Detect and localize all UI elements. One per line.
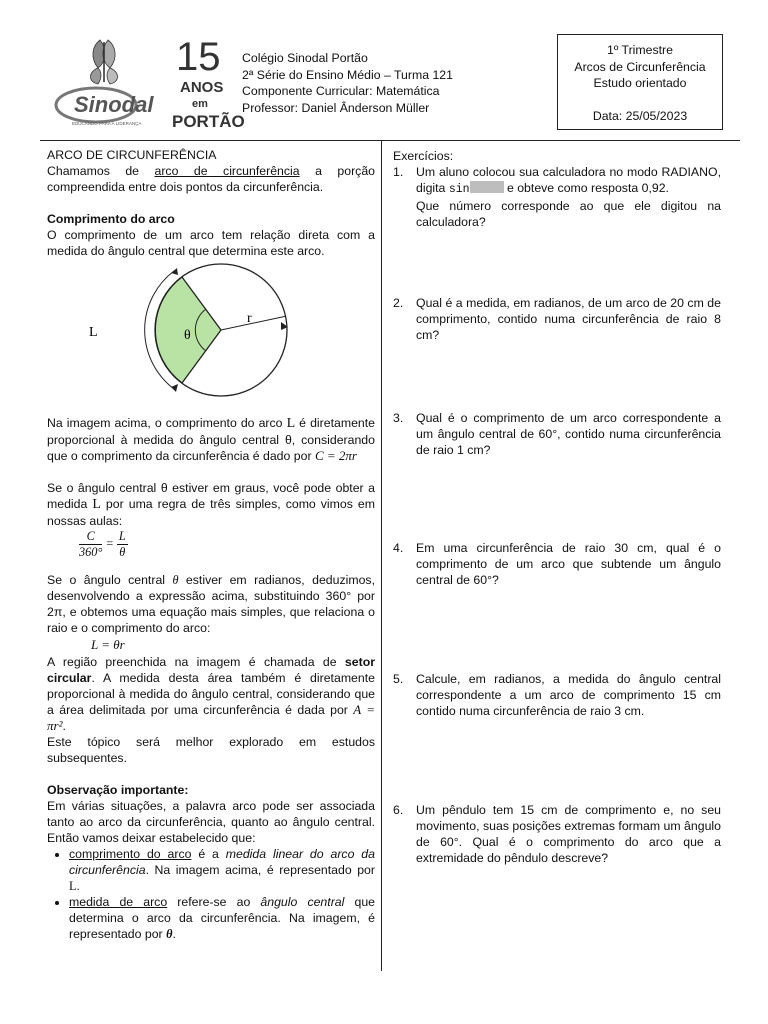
- sector-term: setor circular: [47, 655, 375, 685]
- prop-text: Na imagem acima, o comprimento do arco: [47, 416, 287, 430]
- rad-theta: θ: [172, 573, 179, 587]
- arc-length-formula: L = θr: [91, 637, 125, 652]
- equals-sign: =: [105, 536, 114, 551]
- observation-paragraph: Em várias situações, a palavra arco pode ser associada tanto ao arco da circunferência, quanto ao ângulo central. Então vamos deixar estabelecido que:: [47, 799, 375, 845]
- answer-blank: [470, 181, 504, 193]
- logo-portao-text: PORTÃO: [172, 112, 245, 131]
- arc-figure: [91, 267, 306, 389]
- frac1-num: C: [79, 529, 102, 545]
- exercise-3: [393, 410, 721, 458]
- proportion-formula: [79, 529, 375, 560]
- exercise-text: Um pêndulo tem 15 cm de comprimento e, no seu movimento, suas posições extremas formam um ângulo de 60°. Qual é o comprimento do arco que a extremidade do pêndulo descreve?: [416, 803, 721, 865]
- sector-paragraph: [47, 654, 375, 734]
- exercises-title: Exercícios:: [393, 149, 454, 163]
- deg-text-2: por uma regra de três simples, como vimos em nossas aulas:: [47, 497, 375, 528]
- intro-text: Chamamos de: [47, 164, 155, 178]
- label-L: L: [89, 325, 98, 340]
- component-line: Componente Curricular: Matemática: [242, 84, 440, 98]
- logo-em-text: em: [192, 98, 208, 110]
- label-theta: θ: [184, 328, 191, 343]
- intro-term: arco de circunferência: [154, 164, 300, 178]
- ex1-text-2: e obteve como resposta 0,92.: [503, 181, 669, 195]
- def-text-2: que determina o arco da circunferência. Na imagem, é representado por: [69, 895, 375, 941]
- exercise-number: 4.: [393, 541, 404, 555]
- subsequent-paragraph: Este tópico será melhor explorado em estudos subsequentes.: [47, 735, 375, 765]
- proportional-paragraph: [47, 415, 375, 464]
- info-box: [557, 34, 723, 130]
- theory-column: [47, 147, 375, 942]
- exercise-2: [393, 295, 721, 343]
- exercise-text: Qual é o comprimento de um arco correspondente a um ângulo central de 60°, contido numa circunferência de raio 1 cm?: [416, 411, 721, 457]
- rad-text: Se o ângulo central: [47, 573, 173, 587]
- def-text: refere-se ao: [167, 895, 261, 909]
- degrees-paragraph: [47, 480, 375, 529]
- arrowhead-top: [171, 268, 178, 275]
- exercise-text: [416, 164, 721, 230]
- length-paragraph: O comprimento de um arco tem relação direta com a medida do ângulo central que determina este arco.: [47, 228, 375, 258]
- kind-label: Estudo orientado: [593, 76, 687, 90]
- definition-item: [69, 894, 375, 942]
- trimester-label: 1º Trimestre: [607, 43, 673, 57]
- sector-text-2: . A medida desta área também é diretamente proporcional à medida do ângulo central, considerando que a área delimitada por uma circunferência é dada por: [47, 671, 375, 717]
- school-name: Colégio Sinodal Portão: [242, 51, 368, 65]
- exercise-5: [393, 671, 721, 719]
- exercise-6: [393, 802, 721, 866]
- sector-text: A região preenchida na imagem é chamada de: [47, 655, 345, 669]
- period: .: [62, 719, 66, 733]
- subject-label: Arcos de Circunferência: [574, 59, 706, 74]
- date-label: Data: 25/05/2023: [592, 108, 688, 123]
- exercise-number: 5.: [393, 672, 404, 686]
- def-term: medida de arco: [69, 895, 168, 909]
- def-text-2: . Na imagem acima, é representado por: [145, 863, 375, 877]
- logo-15-text: 15: [176, 35, 221, 79]
- intro-text-end: a porção compreendida entre dois pontos da circunferência.: [47, 164, 375, 194]
- definition-list: [47, 846, 375, 942]
- school-info: [242, 50, 453, 116]
- exercise-number: 3.: [393, 411, 404, 425]
- def-text: é a: [191, 847, 226, 861]
- header-divider: [40, 140, 740, 141]
- deg-L: L: [92, 497, 101, 512]
- frac2-num: L: [118, 529, 126, 543]
- logo-anos-text: ANOS: [180, 79, 224, 96]
- logo-sinodal-text: Sinodal: [74, 92, 154, 117]
- prop-L: L: [286, 416, 296, 431]
- section-title: ARCO DE CIRCUNFERÊNCIA: [47, 148, 217, 162]
- frac2-den: θ: [119, 545, 126, 559]
- def-symbol: L: [69, 879, 77, 893]
- exercise-text: Qual é a medida, em radianos, de um arco de 20 cm de comprimento, contido numa circunferência de raio 8 cm?: [416, 296, 721, 342]
- length-title: Comprimento do arco: [47, 212, 175, 226]
- radius-line: [221, 316, 286, 330]
- exercise-4: [393, 540, 721, 588]
- intro-paragraph: [47, 163, 375, 195]
- butterfly-icon: [91, 40, 118, 84]
- exercise-1: [393, 164, 721, 230]
- ex1-code: sin: [448, 183, 470, 196]
- def-italic: ângulo central: [260, 895, 345, 909]
- area-formula: A = πr²: [47, 702, 375, 733]
- def-italic: medida linear do arco da circunferência: [69, 847, 375, 877]
- def-term: comprimento do arco: [69, 847, 192, 861]
- radians-paragraph: [47, 572, 375, 636]
- ex1-question: Que número corresponde ao que ele digitou na calculadora?: [416, 199, 721, 229]
- rad-text-2: estiver em radianos, deduzimos, desenvolvendo a expressão acima, substituindo 360° por 2π, e obtemos uma equação mais simples, que relaciona o raio e o comprimento do arco:: [47, 573, 375, 635]
- definition-item: [69, 846, 375, 894]
- column-divider: [381, 141, 382, 971]
- deg-text: Se o ângulo central θ estiver em graus, você pode obter a medida: [47, 481, 375, 511]
- logo-slogan-text: EDUCANDO PARA A LIDERANÇA: [72, 121, 142, 126]
- prop-text-2: é diretamente proporcional à medida do ângulo central θ, considerando que o comprimento da circunferência é dado por: [47, 416, 376, 463]
- frac1-den: 360°: [79, 545, 103, 559]
- label-r: r: [247, 311, 252, 326]
- ex1-text: Um aluno colocou sua calculadora no modo RADIANO, digita: [416, 165, 721, 195]
- exercise-text: Em uma circunferência de raio 30 cm, qual é o comprimento de um arco que subtende um ângulo central de 60°?: [416, 541, 721, 587]
- observation-title: Observação importante:: [47, 783, 189, 797]
- school-logo: [52, 32, 245, 132]
- exercise-number: 6.: [393, 803, 404, 817]
- exercise-number: 1.: [393, 165, 404, 179]
- circumference-formula: C = 2πr: [314, 448, 357, 463]
- def-end: .: [76, 879, 80, 893]
- teacher-line: Professor: Daniel Ânderson Müller: [242, 100, 430, 115]
- grade-line: 2ª Série do Ensino Médio – Turma 121: [242, 67, 453, 82]
- exercise-number: 2.: [393, 296, 404, 310]
- def-symbol: θ: [166, 927, 173, 941]
- exercise-text: Calcule, em radianos, a medida do ângulo central correspondente a um arco de comprimento 15 cm contido numa circunferência de raio 3 cm.: [416, 672, 721, 718]
- def-end: .: [172, 927, 176, 941]
